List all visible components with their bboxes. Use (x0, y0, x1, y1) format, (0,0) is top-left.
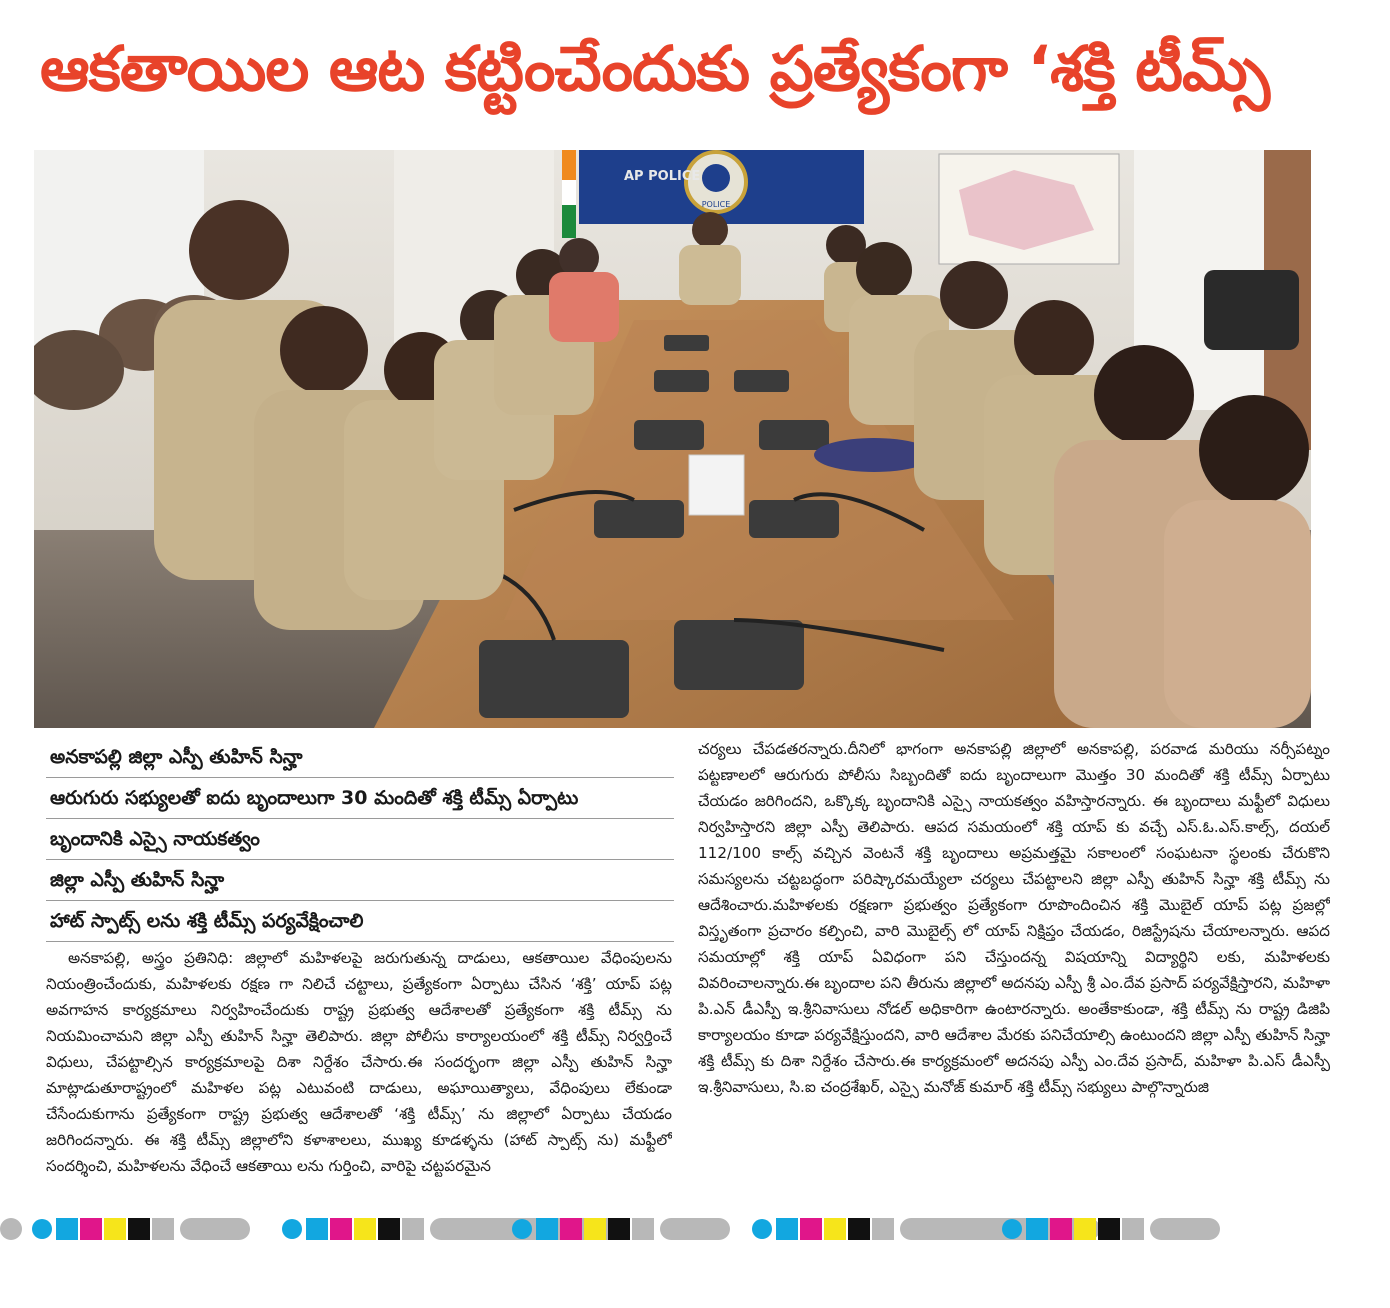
color-swatch (660, 1218, 730, 1240)
emblem-text: POLICE (701, 200, 731, 209)
registration-dot (512, 1219, 532, 1239)
color-swatch (402, 1218, 424, 1240)
subhead-4: జిల్లా ఎస్పీ తుహిన్ సిన్హా (46, 860, 674, 901)
subhead-3: బృందానికి ఎస్సై నాయకత్వం (46, 819, 674, 860)
color-swatch (180, 1218, 250, 1240)
color-swatch (632, 1218, 654, 1240)
registration-dot (1002, 1219, 1022, 1239)
color-swatch (1074, 1218, 1096, 1240)
color-swatch (584, 1218, 606, 1240)
subhead-2: ఆరుగురు సభ్యులతో ఐదు బృందాలుగా 30 మందితో శక్తి టీమ్స్ ఏర్పాటు (46, 778, 674, 819)
color-swatch (306, 1218, 328, 1240)
meeting-photo (34, 150, 1311, 728)
color-swatch (354, 1218, 376, 1240)
color-swatch (608, 1218, 630, 1240)
color-swatch (80, 1218, 102, 1240)
subhead-5: హాట్ స్పాట్స్ లను శక్తి టీమ్స్ పర్యవేక్షించాలి (46, 901, 674, 942)
article-body-left: అనకాపల్లి, అస్త్రం ప్రతినిధి: జిల్లాలో మహిళలపై జరుగుతున్న దాడులు, ఆకతాయిల వేధింపులను నియంత్రించేందుకు, మహిళలకు రక్షణ గా నిలిచే చట్టాలు, ప్రత్యేకంగా ఏర్పాటు చేసిన ‘శక్తి’ యాప్ పట్ల అవగాహన కార్యక్రమాలు నిర్వహించేందుకు రాష్ట్ర ప్రభుత్వ ఆదేశాలతో ప్రత్యేకంగా శక్తి టీమ్స్ ను నియమించామని జిల్లా ఎస్పీ తుహిన్ సిన్హా తెలిపారు. జిల్లా పోలీసు కార్యాలయంలో శక్తి టీమ్స్ నిర్వర్తించే విధులు, చేపట్టాల్సిన కార్యక్రమాలపై దిశా నిర్దేశం చేసారు.ఈ సందర్భంగా జిల్లా ఎస్పీ తుహిన్ సిన్హా మాట్లాడుతూరాష్ట్రంలో మహిళల పట్ల ఎటువంటి దాడులు, అఘాయిత్యాలు, వేధింపులు లేకుండా చేసేందుకుగాను ప్రత్యేకంగా రాష్ట్ర ప్రభుత్వ ఆదేశాలతో ‘శక్తి టీమ్స్’ ను జిల్లాలో ఏర్పాటు చేయడం జరిగిందన్నారు. ఈ శక్తి టీమ్స్ జిల్లాలోని కళాశాలలు, ముఖ్య కూడళ్ళను (హాట్ స్పాట్స్ ను) మఫ్టీలో సందర్శించి, మహిళలను వేధించే ఆకతాయి లను గుర్తించి, వారిపై చట్టపరమైన (46, 949, 672, 1175)
color-swatch (824, 1218, 846, 1240)
color-swatch (1050, 1218, 1072, 1240)
color-swatch (128, 1218, 150, 1240)
subhead-1: అనకాపల్లి జిల్లా ఎస్పీ తుహిన్ సిన్హా (46, 737, 674, 778)
color-swatch (872, 1218, 894, 1240)
color-swatch (1150, 1218, 1220, 1240)
color-swatch (536, 1218, 558, 1240)
article-body-right: చర్యలు చేపడతరన్నారు.దీనిలో భాగంగా అనకాపల్లి జిల్లాలో అనకాపల్లి, పరవాడ మరియు నర్సీపట్నం పట్టణాలలో ఆరుగురు పోలీసు సిబ్బందితో ఐదు బృందాలుగా మొత్తం 30 మందితో శక్తి టీమ్స్ ఏర్పాటు చేయడం జరిగిందని, ఒక్కొక్క బృందానికి ఎస్సై నాయకత్వం వహిస్తారన్నారు. ఈ బృందాలు మఫ్టీలో విధులు నిర్వహిస్తారని జిల్లా ఎస్పీ తెలిపారు. ఆపద సమయంలో శక్తి యాప్ కు వచ్చే ఎస్.ఓ.ఎస్.కాల్స్, దయల్ 112/100 కాల్స్ వచ్చిన వెంటనే శక్తి బృందాలు అప్రమత్తమై సకాలంలో సంఘటనా స్థలంకు చేరుకొని సమస్యలను చట్టబద్ధంగా పరిష్కారమయ్యేలా చర్యలు చేపట్టాలని జిల్లా ఎస్పీ తుహిన్ సిన్హా శక్తి టీమ్స్ ను ఆదేశించారు.మహిళలకు రక్షణగా ప్రభుత్వం ప్రత్యేకంగా రూపొందించిన శక్తి మొబైల్ యాప్ పట్ల ప్రజల్లో విస్తృతంగా ప్రచారం కల్పించి, వారి మొబైల్స్ లో యాప్ నిక్షిప్తం చేయడం, రిజిస్ట్రేషను చేయాలన్నారు. ఆపద సమయాల్లో శక్తి యాప్ ఏవిధంగా పని చేస్తుందన్న విషయాన్ని విద్యార్థిని లకు, మహిళలకు వివరించాలన్నారు.ఈ బృందాల పని తీరును జిల్లాలో అదనపు ఎస్పీ శ్రీ ఎం.దేవ ప్రసాద్ పర్యవేక్షిస్తారని, మహిళా పి.ఎన్ డీఎస్పీ ఇ.శ్రీనివాసులు నోడల్ అధికారిగా ఉంటారన్నారు. అంతేకాకుండా, శక్తి టీమ్స్ ను రాష్ట్ర డిజిపి కార్యాలయం కూడా పర్యవేక్షిస్తుందని, వారి ఆదేశాల మేరకు పనిచేయాల్సి ఉంటుందని జిల్లా ఎస్పీ తుహిన్ సిన్హా శక్తి టీమ్స్ కు దిశా నిర్దేశం చేసారు.ఈ కార్యక్రమంలో అదనపు ఎస్పీ ఎం.దేవ ప్రసాద్, మహిళా పి.ఎస్ డీఎస్పీ ఇ.శ్రీనివాసులు, సి.ఐ చంద్రశేఖర్, ఎస్సై మనోజ్ కుమార్ శక్తి టీమ్స్ సభ్యులు పాల్గొన్నారుజి (698, 740, 1330, 1096)
print-color-bar (0, 1214, 1390, 1244)
color-swatch (378, 1218, 400, 1240)
color-swatch (848, 1218, 870, 1240)
color-swatch (330, 1218, 352, 1240)
subheads (46, 737, 674, 942)
color-swatch (776, 1218, 798, 1240)
registration-dot (752, 1219, 772, 1239)
registration-dot (282, 1219, 302, 1239)
color-swatch (1026, 1218, 1048, 1240)
color-swatch (1122, 1218, 1144, 1240)
color-swatch (56, 1218, 78, 1240)
registration-dot (32, 1219, 52, 1239)
color-swatch (800, 1218, 822, 1240)
headline: ఆకతాయిల ఆట కట్టించేందుకు ప్రత్యేకంగా ‘శక్తి టీమ్స్ (40, 32, 1270, 105)
color-swatch (0, 1218, 22, 1240)
color-swatch (560, 1218, 582, 1240)
banner-text: AP POLICE (624, 169, 701, 184)
color-swatch (104, 1218, 126, 1240)
color-swatch (152, 1218, 174, 1240)
color-swatch (1098, 1218, 1120, 1240)
